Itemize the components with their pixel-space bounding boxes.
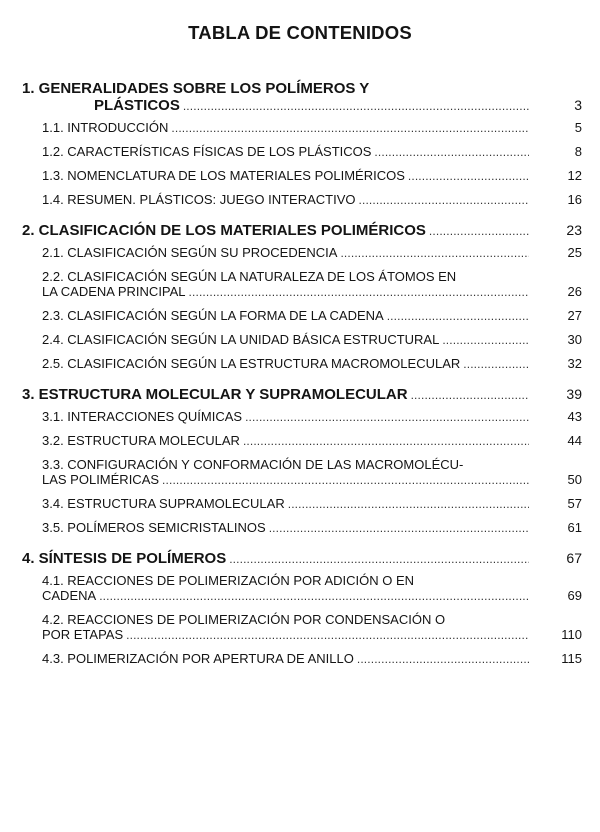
entry-title-text: 3.4. ESTRUCTURA SUPRAMOLECULAR [42, 496, 285, 511]
dot-leader [408, 168, 529, 183]
entry-title-text: 3.5. POLÍMEROS SEMICRISTALINOS [42, 520, 266, 535]
entry-title-text: 3.1. INTERACCIONES QUÍMICAS [42, 409, 243, 424]
entry-line [42, 284, 600, 299]
entry-title-text: 2. CLASIFICACIÓN DE LOS MATERIALES POLIMÉRICOS [22, 222, 426, 239]
entry-title-text: 4.2. REACCIONES DE POLIMERIZACIÓN POR CONDENSACIÓN O [42, 612, 446, 627]
entry-line [22, 97, 600, 114]
entry-line [42, 245, 600, 260]
dot-leader [374, 144, 529, 159]
dot-leader [429, 222, 529, 239]
dot-leader [126, 627, 529, 642]
page-number: 110 [561, 627, 582, 642]
chapter-entry[interactable] [0, 80, 600, 114]
page-number: 27 [567, 308, 582, 323]
page-number: 3 [574, 97, 582, 113]
page-number: 30 [567, 332, 582, 347]
chapter-entry[interactable] [0, 550, 600, 567]
chapter-entry[interactable] [0, 222, 600, 239]
entry-title-text: 3. ESTRUCTURA MOLECULAR Y SUPRAMOLECULAR [22, 386, 408, 403]
entry-title-text: 2.3. CLASIFICACIÓN SEGÚN LA FORMA DE LA CADENA [42, 308, 384, 323]
dot-leader [229, 550, 529, 567]
toc-section [0, 80, 600, 207]
subsection-entry[interactable] [0, 356, 600, 371]
entry-line [42, 651, 600, 666]
page-title: TABLA DE CONTENIDOS [188, 22, 412, 43]
entry-title-text: CADENA [42, 588, 97, 603]
dot-leader [359, 192, 529, 207]
page-number: 16 [567, 192, 582, 207]
entry-title-text: 4. SÍNTESIS DE POLÍMEROS [22, 550, 227, 567]
entry-title-text: PLÁSTICOS [94, 97, 180, 114]
page-number: 67 [566, 550, 582, 566]
subsection-entry[interactable] [0, 612, 600, 642]
dot-leader [463, 356, 529, 371]
dot-leader [442, 332, 529, 347]
entry-title-text: 4.1. REACCIONES DE POLIMERIZACIÓN POR ADICIÓN O EN [42, 573, 415, 588]
subsection-entry[interactable] [0, 573, 600, 603]
dot-leader [243, 433, 529, 448]
entry-line [42, 457, 600, 472]
entry-line [42, 573, 600, 588]
entry-title-text: 1.4. RESUMEN. PLÁSTICOS: JUEGO INTERACTIVO [42, 192, 356, 207]
entry-title-text: 2.4. CLASIFICACIÓN SEGÚN LA UNIDAD BÁSICA ESTRUCTURAL [42, 332, 440, 347]
entry-line [42, 269, 600, 284]
entry-line [42, 356, 600, 371]
entry-line [42, 308, 600, 323]
toc-section [0, 386, 600, 535]
page-number: 39 [566, 386, 582, 402]
entry-title-text: 1.2. CARACTERÍSTICAS FÍSICAS DE LOS PLÁSTICOS [42, 144, 372, 159]
page-number: 50 [567, 472, 582, 487]
entry-line [42, 409, 600, 424]
entry-title-text: 2.1. CLASIFICACIÓN SEGÚN SU PROCEDENCIA [42, 245, 338, 260]
entry-title-text: 1.1. INTRODUCCIÓN [42, 120, 169, 135]
entry-title-text: LAS POLIMÉRICAS [42, 472, 160, 487]
entry-line [22, 550, 600, 567]
dot-leader [189, 284, 529, 299]
entry-line [42, 120, 600, 135]
subsection-entry[interactable] [0, 120, 600, 135]
page-number: 26 [567, 284, 582, 299]
entry-title-text: 4.3. POLIMERIZACIÓN POR APERTURA DE ANILLO [42, 651, 354, 666]
entry-title-text: 1.3. NOMENCLATURA DE LOS MATERIALES POLIMÉRICOS [42, 168, 405, 183]
subsection-entry[interactable] [0, 269, 600, 299]
entry-line [22, 386, 600, 403]
entry-line [42, 520, 600, 535]
subsection-entry[interactable] [0, 332, 600, 347]
dot-leader [99, 588, 529, 603]
entry-line [42, 332, 600, 347]
page-number: 32 [567, 356, 582, 371]
subsection-entry[interactable] [0, 192, 600, 207]
dot-leader [162, 472, 529, 487]
entry-line [42, 612, 600, 627]
dot-leader [288, 496, 529, 511]
entry-line [42, 433, 600, 448]
subsection-entry[interactable] [0, 433, 600, 448]
page-number: 25 [567, 245, 582, 260]
dot-leader [269, 520, 529, 535]
dot-leader [411, 386, 529, 403]
subsection-entry[interactable] [0, 308, 600, 323]
entry-line [42, 472, 600, 487]
entry-title-text: 3.3. CONFIGURACIÓN Y CONFORMACIÓN DE LAS MACROMOLÉCU- [42, 457, 464, 472]
dot-leader [357, 651, 529, 666]
toc-section [0, 550, 600, 666]
page-number: 61 [567, 520, 582, 535]
page-number: 12 [567, 168, 582, 183]
page-number: 5 [574, 120, 582, 135]
subsection-entry[interactable] [0, 457, 600, 487]
subsection-entry[interactable] [0, 245, 600, 260]
entry-line [42, 588, 600, 603]
entry-title-text: 2.5. CLASIFICACIÓN SEGÚN LA ESTRUCTURA MACROMOLECULAR [42, 356, 461, 371]
entry-line [42, 168, 600, 183]
subsection-entry[interactable] [0, 168, 600, 183]
entry-line [42, 192, 600, 207]
page-number: 23 [566, 222, 582, 238]
entry-title-text: POR ETAPAS [42, 627, 124, 642]
entry-title-text: 3.2. ESTRUCTURA MOLECULAR [42, 433, 240, 448]
chapter-entry[interactable] [0, 386, 600, 403]
entry-line [22, 80, 600, 97]
toc-section [0, 222, 600, 371]
entry-title-text: LA CADENA PRINCIPAL [42, 284, 186, 299]
page-number: 8 [574, 144, 582, 159]
entry-line [42, 627, 600, 642]
dot-leader [171, 120, 529, 135]
page-number: 69 [567, 588, 582, 603]
page-number: 57 [567, 496, 582, 511]
dot-leader [183, 97, 529, 114]
page-number: 44 [567, 433, 582, 448]
subsection-entry[interactable] [0, 409, 600, 424]
subsection-entry[interactable] [0, 496, 600, 511]
table-of-contents [0, 80, 600, 681]
entry-title-text: 1. GENERALIDADES SOBRE LOS POLÍMEROS Y [22, 80, 370, 97]
entry-line [42, 496, 600, 511]
page-number: 115 [561, 651, 582, 666]
subsection-entry[interactable] [0, 520, 600, 535]
subsection-entry[interactable] [0, 144, 600, 159]
entry-line [22, 222, 600, 239]
entry-title-text: 2.2. CLASIFICACIÓN SEGÚN LA NATURALEZA DE LOS ÁTOMOS EN [42, 269, 457, 284]
subsection-entry[interactable] [0, 651, 600, 666]
dot-leader [245, 409, 529, 424]
page-number: 43 [567, 409, 582, 424]
entry-line [42, 144, 600, 159]
dot-leader [340, 245, 529, 260]
dot-leader [387, 308, 529, 323]
